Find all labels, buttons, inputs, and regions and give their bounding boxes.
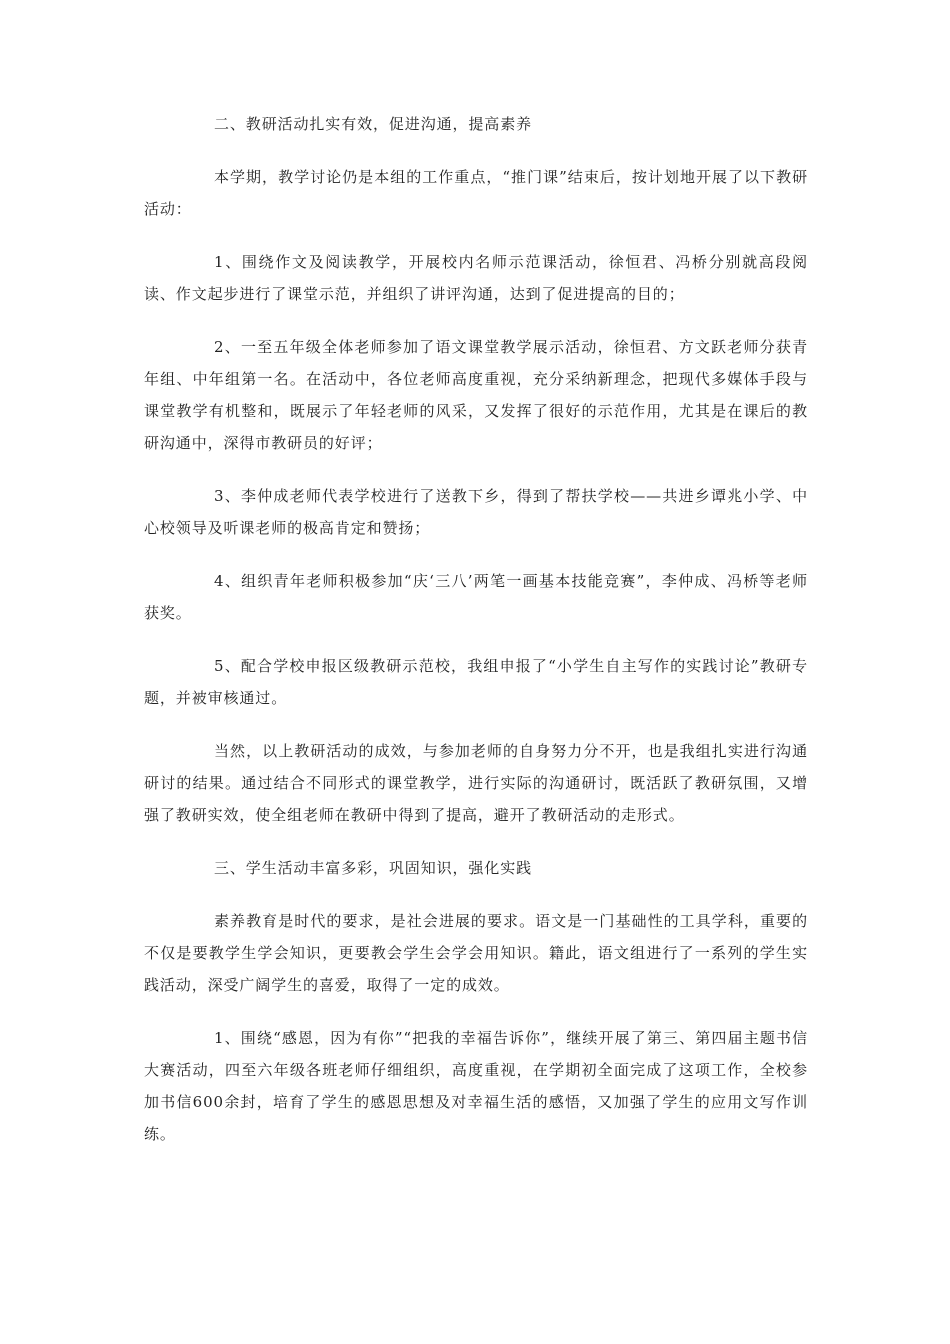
document-body [144, 108, 808, 1171]
list-item-5: 5、配合学校申报区级教研示范校，我组申报了“小学生自主写作的实践讨论”教研专题，并被审核通过。 [144, 657, 808, 707]
list-item-letter-contest: 1、围绕“感恩，因为有你”“把我的幸福告诉你”，继续开展了第三、第四届主题书信大赛活动，四至六年级各班老师仔细组织，高度重视，在学期初全面完成了这项工作，全校参加书信600余封，培育了学生的感恩思想及对幸福生活的感悟，又加强了学生的应用文写作训练。 [144, 1029, 808, 1143]
list-item-3: 3、李仲成老师代表学校进行了送教下乡，得到了帮扶学校——共进乡谭兆小学、中心校领导及听课老师的极高肯定和赞扬； [144, 487, 808, 537]
list-item-1: 1、围绕作文及阅读教学，开展校内名师示范课活动，徐恒君、冯桥分别就高段阅读、作文起步进行了课堂示范，并组织了讲评沟通，达到了促进提高的目的； [144, 253, 808, 303]
section-heading-3: 三、学生活动丰富多彩，巩固知识，强化实践 [214, 859, 533, 877]
paragraph-quality-education: 素养教育是时代的要求，是社会进展的要求。语文是一门基础性的工具学科，重要的不仅是要教学生学会知识，更要教会学生会学会用知识。籍此，语文组进行了一系列的学生实践活动，深受广阔学生的喜爱，取得了一定的成效。 [144, 912, 808, 994]
paragraph-summary: 当然，以上教研活动的成效，与参加老师的自身努力分不开，也是我组扎实进行沟通研讨的结果。通过结合不同形式的课堂教学，进行实际的沟通研讨，既活跃了教研氛围，又增强了教研实效，使全组老师在教研中得到了提高，避开了教研活动的走形式。 [144, 742, 808, 824]
list-item-4: 4、组织青年老师积极参加“庆‘三八’两笔一画基本技能竞赛”，李仲成、冯桥等老师获奖。 [144, 572, 808, 622]
section-heading-2: 二、教研活动扎实有效，促进沟通，提高素养 [214, 115, 533, 133]
paragraph-intro: 本学期，教学讨论仍是本组的工作重点，“推门课”结束后，按计划地开展了以下教研活动： [144, 168, 808, 218]
list-item-2: 2、一至五年级全体老师参加了语文课堂教学展示活动，徐恒君、方文跃老师分获青年组、中年组第一名。在活动中，各位老师高度重视，充分采纳新理念，把现代多媒体手段与课堂教学有机整和，既展示了年轻老师的风采，又发挥了很好的示范作用，尤其是在课后的教研沟通中，深得市教研员的好评； [144, 338, 808, 452]
